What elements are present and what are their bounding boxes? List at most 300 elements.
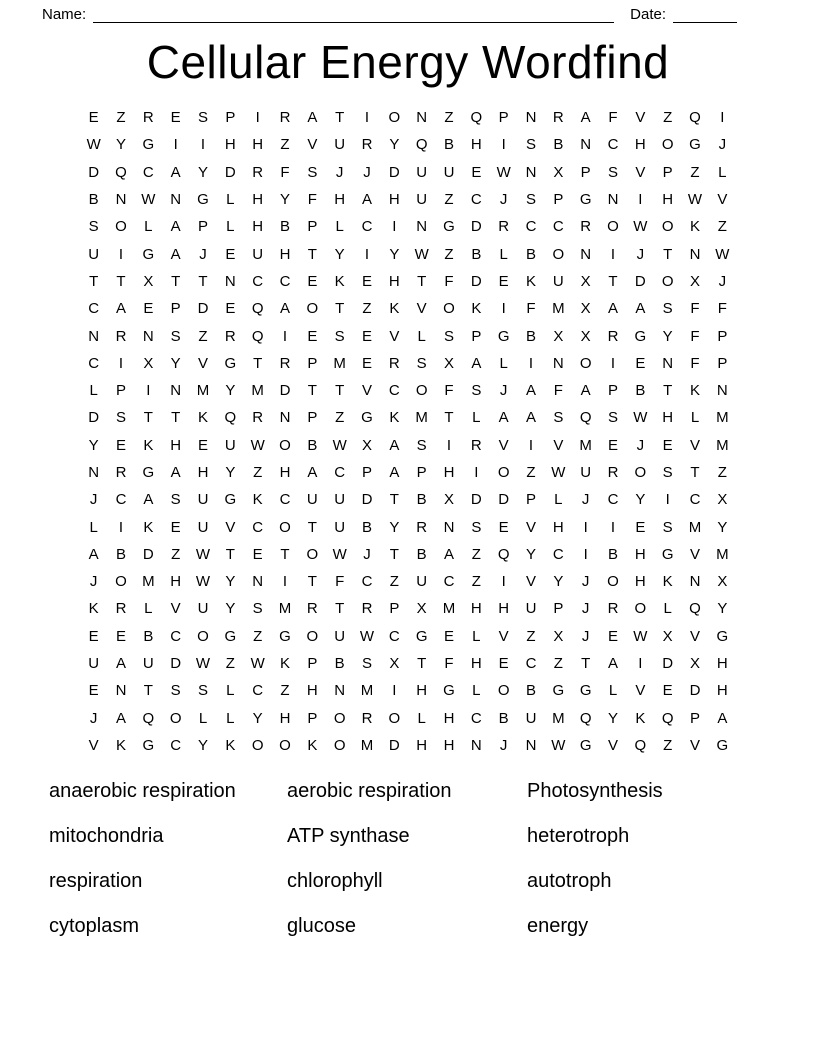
grid-cell: O xyxy=(634,600,647,618)
grid-cell: I xyxy=(665,491,670,509)
grid-cell: A xyxy=(307,109,318,127)
grid-cell: H xyxy=(197,464,209,481)
grid-cell: A xyxy=(525,409,536,427)
grid-cell: Y xyxy=(389,245,400,263)
grid-cell: W xyxy=(551,736,566,754)
grid-cell: A xyxy=(307,464,318,481)
grid-cell: K xyxy=(689,382,700,400)
grid-cell: G xyxy=(552,682,565,700)
grid-cell: A xyxy=(717,709,728,727)
grid-cell: Z xyxy=(280,136,290,154)
grid-cell: V xyxy=(197,354,208,372)
grid-cell: A xyxy=(143,491,154,509)
grid-cell: A xyxy=(471,354,482,372)
grid-cell: G xyxy=(716,627,729,645)
grid-cell: F xyxy=(444,655,454,673)
grid-cell: Y xyxy=(607,709,618,727)
grid-cell: U xyxy=(197,518,209,536)
grid-cell: H xyxy=(224,136,236,154)
grid-cell: T xyxy=(171,409,181,427)
grid-cell: W xyxy=(332,436,347,454)
grid-cell: G xyxy=(224,354,237,372)
grid-cell: Y xyxy=(279,191,290,209)
grid-cell: D xyxy=(662,655,674,673)
grid-cell: W xyxy=(195,573,211,591)
grid-cell: M xyxy=(360,682,374,700)
grid-cell: Y xyxy=(197,163,208,181)
grid-cell: K xyxy=(689,218,700,236)
grid-cell: J xyxy=(89,491,98,509)
grid-cell: L xyxy=(554,491,563,509)
grid-cell: R xyxy=(279,354,291,372)
grid-cell: V xyxy=(635,682,646,700)
grid-cell: J xyxy=(89,573,98,591)
grid-cell: H xyxy=(443,464,455,481)
grid-cell: X xyxy=(717,491,728,509)
grid-cell: J xyxy=(363,163,371,181)
grid-cell: T xyxy=(89,272,99,290)
grid-cell: J xyxy=(499,736,508,754)
grid-cell: G xyxy=(224,627,237,645)
grid-cell: Q xyxy=(634,736,647,754)
grid-cell: P xyxy=(498,109,509,127)
grid-cell: Q xyxy=(415,136,428,154)
grid-cell: M xyxy=(333,354,346,372)
grid-cell: E xyxy=(361,272,372,290)
grid-cell: E xyxy=(115,436,126,454)
grid-cell: P xyxy=(389,600,400,618)
grid-cell: X xyxy=(389,655,400,673)
grid-cell: T xyxy=(417,655,427,673)
grid-cell: C xyxy=(552,545,564,563)
grid-cell: O xyxy=(279,436,291,454)
grid-cell: S xyxy=(525,136,536,154)
grid-cell: B xyxy=(279,218,290,236)
grid-cell: D xyxy=(142,545,154,563)
grid-cell: O xyxy=(607,218,619,236)
grid-cell: A xyxy=(115,709,126,727)
grid-cell: Z xyxy=(362,300,372,318)
grid-cell: V xyxy=(389,327,400,345)
grid-cell: I xyxy=(173,136,178,154)
grid-cell: F xyxy=(280,163,290,181)
grid-cell: C xyxy=(443,573,455,591)
grid-cell: G xyxy=(443,218,455,236)
grid-cell: J xyxy=(636,245,645,263)
grid-cell: S xyxy=(88,218,99,236)
word-bank-item: energy xyxy=(527,915,589,938)
grid-cell: M xyxy=(688,518,702,536)
grid-cell: R xyxy=(388,354,400,372)
grid-cell: C xyxy=(279,272,291,290)
grid-cell: G xyxy=(415,627,428,645)
grid-cell: Q xyxy=(470,109,483,127)
grid-cell: D xyxy=(170,655,182,673)
grid-cell: S xyxy=(553,409,564,427)
grid-cell: B xyxy=(143,627,154,645)
grid-cell: C xyxy=(115,491,127,509)
grid-cell: M xyxy=(142,573,155,591)
grid-cell: Q xyxy=(661,709,674,727)
grid-cell: S xyxy=(471,518,482,536)
grid-cell: H xyxy=(279,464,291,481)
grid-cell: Z xyxy=(198,327,208,345)
grid-cell: U xyxy=(197,600,209,618)
grid-cell: S xyxy=(443,327,454,345)
grid-cell: B xyxy=(525,682,536,700)
grid-cell: B xyxy=(471,245,482,263)
grid-cell: H xyxy=(662,409,674,427)
grid-cell: A xyxy=(607,300,618,318)
grid-cell: O xyxy=(388,709,401,727)
grid-cell: X xyxy=(689,272,700,290)
grid-cell: I xyxy=(392,682,397,700)
grid-cell: O xyxy=(607,573,619,591)
grid-cell: A xyxy=(443,545,454,563)
grid-cell: N xyxy=(416,109,428,127)
wordsearch-grid xyxy=(80,104,736,759)
grid-cell: E xyxy=(498,655,509,673)
grid-cell: D xyxy=(224,163,236,181)
grid-cell: I xyxy=(364,245,370,263)
grid-cell: T xyxy=(608,272,618,290)
grid-cell: V xyxy=(553,436,564,454)
grid-cell: H xyxy=(416,682,428,700)
grid-cell: S xyxy=(170,491,181,509)
grid-cell: B xyxy=(553,136,564,154)
grid-cell: A xyxy=(170,218,181,236)
grid-cell: E xyxy=(143,300,154,318)
grid-cell: E xyxy=(307,272,318,290)
grid-cell: Z xyxy=(171,545,181,563)
grid-cell: I xyxy=(501,136,506,154)
grid-cell: H xyxy=(470,136,482,154)
grid-cell: F xyxy=(307,191,317,209)
grid-cell: P xyxy=(471,327,482,345)
grid-cell: T xyxy=(143,409,153,427)
grid-cell: I xyxy=(282,573,288,591)
grid-cell: H xyxy=(634,573,646,591)
grid-cell: A xyxy=(88,545,99,563)
grid-cell: Z xyxy=(471,573,481,591)
grid-cell: M xyxy=(415,409,428,427)
grid-cell: I xyxy=(583,518,588,536)
grid-cell: I xyxy=(118,518,124,536)
grid-cell: O xyxy=(306,627,319,645)
grid-cell: O xyxy=(634,464,647,481)
grid-cell: Q xyxy=(251,300,264,318)
grid-cell: C xyxy=(88,354,100,372)
grid-cell: B xyxy=(525,327,536,345)
grid-cell: G xyxy=(579,682,592,700)
grid-cell: O xyxy=(497,464,510,481)
grid-cell: R xyxy=(416,518,428,536)
word-bank-item: mitochondria xyxy=(49,825,164,848)
grid-cell: H xyxy=(170,436,182,454)
grid-cell: R xyxy=(361,600,373,618)
grid-cell: D xyxy=(88,163,100,181)
grid-cell: H xyxy=(388,191,400,209)
grid-cell: X xyxy=(443,491,454,509)
word-bank-item: cytoplasm xyxy=(49,915,140,938)
grid-cell: A xyxy=(361,191,372,209)
grid-cell: A xyxy=(498,409,509,427)
grid-cell: Y xyxy=(115,136,126,154)
grid-cell: K xyxy=(662,573,673,591)
grid-cell: U xyxy=(416,191,428,209)
grid-cell: Q xyxy=(579,709,592,727)
grid-cell: B xyxy=(416,491,427,509)
grid-cell: N xyxy=(525,109,537,127)
grid-cell: G xyxy=(279,627,291,645)
grid-cell: A xyxy=(279,300,290,318)
grid-cell: V xyxy=(170,600,181,618)
grid-cell: B xyxy=(88,191,99,209)
grid-cell: U xyxy=(252,245,264,263)
grid-cell: U xyxy=(334,627,346,645)
grid-cell: X xyxy=(580,300,591,318)
grid-cell: H xyxy=(662,191,674,209)
grid-cell: W xyxy=(195,545,211,563)
grid-cell: L xyxy=(198,709,208,727)
grid-cell: U xyxy=(525,600,537,618)
grid-cell: H xyxy=(634,136,646,154)
grid-cell: U xyxy=(224,436,236,454)
grid-cell: H xyxy=(443,736,455,754)
grid-cell: E xyxy=(225,300,236,318)
grid-cell: I xyxy=(255,109,260,127)
grid-cell: E xyxy=(170,518,181,536)
grid-cell: R xyxy=(470,436,482,454)
grid-cell: H xyxy=(416,736,428,754)
grid-cell: C xyxy=(88,300,100,318)
grid-cell: N xyxy=(115,682,127,700)
grid-cell: B xyxy=(416,545,427,563)
grid-cell: Y xyxy=(717,518,728,536)
grid-cell: Z xyxy=(663,109,673,127)
grid-cell: T xyxy=(444,409,454,427)
grid-cell: T xyxy=(307,245,317,263)
grid-cell: Z xyxy=(717,464,727,481)
grid-cell: Z xyxy=(553,655,563,673)
grid-cell: S xyxy=(252,600,263,618)
grid-cell: B xyxy=(115,545,126,563)
grid-cell: Z xyxy=(526,464,536,481)
grid-cell: W xyxy=(687,191,703,209)
grid-cell: O xyxy=(251,736,264,754)
grid-cell: T xyxy=(335,382,345,400)
grid-cell: B xyxy=(635,382,646,400)
grid-cell: O xyxy=(661,272,674,290)
grid-cell: J xyxy=(581,491,590,509)
grid-cell: N xyxy=(170,382,182,400)
grid-cell: T xyxy=(663,245,673,263)
grid-cell: X xyxy=(553,163,564,181)
grid-cell: Q xyxy=(224,409,237,427)
grid-cell: R xyxy=(279,109,291,127)
grid-cell: V xyxy=(525,573,536,591)
grid-cell: I xyxy=(501,300,506,318)
grid-cell: O xyxy=(661,136,674,154)
grid-cell: K xyxy=(88,600,99,618)
grid-cell: H xyxy=(443,709,455,727)
grid-cell: I xyxy=(474,464,479,481)
grid-cell: V xyxy=(498,436,509,454)
grid-cell: N xyxy=(334,682,346,700)
grid-cell: W xyxy=(633,409,648,427)
grid-cell: M xyxy=(716,409,729,427)
grid-cell: X xyxy=(143,272,154,290)
grid-cell: L xyxy=(335,218,344,236)
word-bank-item: aerobic respiration xyxy=(287,780,452,803)
grid-cell: S xyxy=(115,409,126,427)
grid-cell: N xyxy=(115,191,127,209)
grid-cell: I xyxy=(528,354,534,372)
grid-cell: S xyxy=(471,382,482,400)
grid-cell: Z xyxy=(717,218,727,236)
grid-cell: L xyxy=(226,682,235,700)
grid-cell: V xyxy=(689,436,700,454)
grid-cell: E xyxy=(662,436,673,454)
grid-cell: D xyxy=(470,218,482,236)
grid-cell: O xyxy=(306,545,319,563)
grid-cell: O xyxy=(661,218,674,236)
grid-cell: M xyxy=(552,300,565,318)
grid-cell: W xyxy=(551,464,566,481)
grid-cell: L xyxy=(690,409,700,427)
grid-cell: J xyxy=(199,245,207,263)
grid-cell: F xyxy=(690,354,700,372)
grid-cell: C xyxy=(525,218,537,236)
grid-cell: R xyxy=(607,327,619,345)
grid-cell: F xyxy=(608,109,618,127)
grid-cell: G xyxy=(497,327,510,345)
grid-cell: P xyxy=(553,600,564,618)
grid-cell: V xyxy=(689,736,700,754)
grid-cell: C xyxy=(607,491,619,509)
grid-cell: X xyxy=(662,627,673,645)
name-label: Name: xyxy=(42,6,87,23)
grid-cell: P xyxy=(717,327,728,345)
grid-cell: V xyxy=(635,109,646,127)
grid-cell: P xyxy=(307,655,318,673)
page-title: Cellular Energy Wordfind xyxy=(146,36,670,88)
grid-cell: W xyxy=(496,163,511,181)
grid-cell: Y xyxy=(635,491,646,509)
grid-cell: F xyxy=(717,300,727,318)
word-bank-item: autotroph xyxy=(527,870,612,893)
grid-cell: G xyxy=(716,736,729,754)
grid-cell: R xyxy=(115,464,127,481)
grid-cell: C xyxy=(607,136,619,154)
grid-cell: W xyxy=(414,245,429,263)
name-input-line[interactable] xyxy=(93,8,614,23)
grid-cell: G xyxy=(224,491,237,509)
grid-cell: O xyxy=(579,354,592,372)
grid-cell: A xyxy=(170,464,181,481)
grid-cell: I xyxy=(118,245,124,263)
grid-cell: O xyxy=(443,300,455,318)
grid-cell: D xyxy=(470,491,482,509)
grid-cell: L xyxy=(499,245,508,263)
grid-cell: C xyxy=(388,382,400,400)
grid-cell: L xyxy=(472,627,481,645)
grid-cell: Y xyxy=(553,573,564,591)
grid-cell: U xyxy=(306,491,318,509)
grid-cell: I xyxy=(583,545,588,563)
grid-cell: V xyxy=(88,736,99,754)
grid-cell: T xyxy=(417,272,427,290)
grid-cell: C xyxy=(334,464,346,481)
grid-cell: N xyxy=(716,382,728,400)
grid-cell: L xyxy=(608,682,618,700)
grid-cell: Y xyxy=(197,736,208,754)
grid-cell: K xyxy=(115,736,126,754)
grid-cell: E xyxy=(498,272,509,290)
grid-cell: S xyxy=(662,518,673,536)
grid-cell: M xyxy=(442,600,456,618)
grid-cell: U xyxy=(334,491,346,509)
grid-cell: P xyxy=(307,218,318,236)
grid-cell: U xyxy=(580,464,592,481)
grid-cell: T xyxy=(198,272,208,290)
grid-cell: Q xyxy=(579,409,592,427)
grid-cell: G xyxy=(197,191,209,209)
grid-cell: O xyxy=(415,382,428,400)
grid-cell: X xyxy=(580,327,591,345)
grid-cell: N xyxy=(552,354,564,372)
grid-cell: W xyxy=(359,627,375,645)
grid-cell: F xyxy=(553,382,563,400)
grid-cell: V xyxy=(689,545,700,563)
grid-cell: X xyxy=(580,272,591,290)
word-bank-item: Photosynthesis xyxy=(527,780,663,803)
grid-cell: G xyxy=(443,682,455,700)
grid-cell: W xyxy=(250,436,265,454)
grid-cell: E xyxy=(307,327,318,345)
grid-cell: V xyxy=(361,382,372,400)
grid-cell: N xyxy=(525,163,537,181)
grid-cell: O xyxy=(333,709,346,727)
grid-cell: N xyxy=(224,272,236,290)
grid-cell: S xyxy=(170,327,181,345)
date-input-line[interactable] xyxy=(673,8,737,23)
grid-cell: A xyxy=(170,163,181,181)
grid-cell: L xyxy=(499,354,508,372)
grid-cell: C xyxy=(470,191,482,209)
grid-cell: R xyxy=(552,109,564,127)
grid-cell: N xyxy=(88,464,100,481)
grid-cell: F xyxy=(444,272,454,290)
grid-cell: N xyxy=(443,518,455,536)
grid-cell: H xyxy=(634,545,646,563)
grid-cell: J xyxy=(581,600,590,618)
grid-cell: B xyxy=(607,545,618,563)
grid-cell: H xyxy=(170,573,182,591)
grid-cell: U xyxy=(334,518,346,536)
grid-cell: H xyxy=(388,272,400,290)
grid-cell: L xyxy=(226,191,235,209)
grid-cell: F xyxy=(690,300,700,318)
grid-cell: E xyxy=(443,627,454,645)
word-bank-item: anaerobic respiration xyxy=(49,780,236,803)
grid-cell: U xyxy=(416,573,428,591)
grid-cell: A xyxy=(389,436,400,454)
grid-cell: G xyxy=(142,136,155,154)
grid-cell: D xyxy=(470,272,482,290)
grid-cell: Y xyxy=(225,382,236,400)
grid-cell: A xyxy=(607,655,618,673)
